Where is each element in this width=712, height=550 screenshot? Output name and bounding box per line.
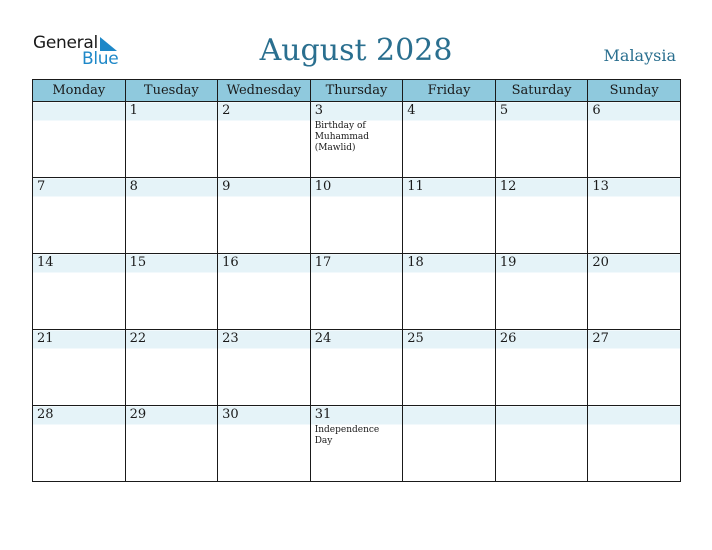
holiday-label (403, 347, 477, 349)
day-cell (125, 330, 218, 406)
day-number: 5 (499, 103, 509, 118)
day-number: 3 (314, 103, 323, 118)
weekday-header: Sunday (588, 80, 681, 102)
day-cell (403, 254, 496, 330)
day-number: 10 (314, 179, 332, 194)
holiday-label (311, 347, 385, 349)
day-cell (403, 406, 496, 482)
holiday-label (588, 271, 662, 273)
day-number: 7 (37, 179, 46, 194)
holiday-label: Independence Day (314, 425, 380, 446)
day-number: 8 (129, 179, 138, 194)
day-cell (218, 178, 311, 254)
holiday-label (218, 423, 292, 425)
day-cell (310, 178, 403, 254)
holiday-label (218, 195, 292, 197)
day-cell (218, 254, 311, 330)
holiday-label (496, 195, 570, 197)
day-cell (310, 330, 403, 406)
week-row (33, 330, 681, 406)
day-cell (495, 178, 588, 254)
calendar-grid (32, 79, 681, 482)
weekday-header: Saturday (495, 80, 588, 102)
holiday-label (33, 347, 107, 349)
holiday-label: Birthday of Muhammad (Mawlid) (314, 121, 370, 153)
day-cell (588, 254, 681, 330)
day-number: 6 (592, 103, 601, 118)
logo-text-general: General (33, 33, 98, 53)
holiday-label (311, 271, 385, 273)
holiday-label (588, 195, 662, 197)
day-cell (310, 254, 403, 330)
country-label: Malaysia (603, 46, 676, 65)
day-cell (125, 406, 218, 482)
day-number: 27 (592, 331, 609, 346)
holiday-label (403, 195, 477, 197)
holiday-label (588, 347, 662, 349)
holiday-label (496, 347, 570, 349)
holiday-label (588, 119, 662, 121)
day-number: 1 (129, 103, 138, 118)
weekday-header: Wednesday (218, 80, 311, 102)
day-cell (310, 406, 403, 482)
day-cell (33, 102, 126, 178)
week-row (33, 102, 681, 178)
holiday-label (403, 271, 477, 273)
holiday-label (403, 407, 477, 409)
week-row (33, 406, 681, 482)
day-cell (588, 330, 681, 406)
day-cell (33, 178, 126, 254)
holiday-label (588, 407, 662, 409)
day-number: 17 (314, 255, 332, 270)
day-number: 22 (129, 331, 147, 346)
day-cell (588, 102, 681, 178)
holiday-label (33, 423, 107, 425)
week-row (33, 254, 681, 330)
holiday-label (496, 407, 570, 409)
logo-text-blue: Blue (82, 49, 119, 69)
holiday-label (311, 195, 385, 197)
day-number: 14 (37, 255, 54, 270)
day-number: 11 (407, 179, 424, 194)
weekday-header: Thursday (310, 80, 403, 102)
holiday-label (496, 119, 570, 121)
holiday-label (218, 271, 292, 273)
holiday-label (126, 347, 200, 349)
day-cell (33, 254, 126, 330)
day-cell (495, 406, 588, 482)
day-number: 13 (592, 179, 609, 194)
day-number: 20 (592, 255, 609, 270)
day-number: 23 (222, 331, 239, 346)
day-cell (125, 102, 218, 178)
calendar-title: August 2028 (259, 33, 453, 68)
day-number: 19 (499, 255, 517, 270)
day-cell (218, 406, 311, 482)
day-number: 18 (407, 255, 424, 270)
holiday-label (496, 271, 570, 273)
day-cell (125, 254, 218, 330)
day-cell (125, 178, 218, 254)
day-cell (33, 406, 126, 482)
weekday-header: Friday (403, 80, 496, 102)
holiday-label (126, 119, 200, 121)
week-row (33, 178, 681, 254)
day-number: 12 (499, 179, 517, 194)
day-number: 2 (222, 103, 231, 118)
holiday-label (33, 195, 107, 197)
weekday-header-row (33, 80, 681, 102)
day-number: 15 (129, 255, 147, 270)
day-cell (495, 254, 588, 330)
weekday-header: Monday (33, 80, 126, 102)
day-number: 31 (314, 407, 332, 422)
day-number: 29 (129, 407, 147, 422)
day-cell (403, 178, 496, 254)
holiday-label (33, 271, 107, 273)
holiday-label (403, 119, 477, 121)
holiday-label (218, 347, 292, 349)
holiday-label (126, 423, 200, 425)
day-number: 28 (37, 407, 54, 422)
weekday-header: Tuesday (125, 80, 218, 102)
holiday-label (126, 271, 200, 273)
day-cell (403, 102, 496, 178)
day-number: 9 (222, 179, 231, 194)
day-number: 25 (407, 331, 424, 346)
day-cell (218, 330, 311, 406)
day-number: 16 (222, 255, 239, 270)
day-number: 30 (222, 407, 239, 422)
holiday-label (126, 195, 200, 197)
day-number: 21 (37, 331, 54, 346)
day-number: 4 (407, 103, 416, 118)
day-cell (588, 406, 681, 482)
day-number: 24 (314, 331, 332, 346)
holiday-label (218, 119, 292, 121)
day-cell (495, 330, 588, 406)
day-cell (33, 330, 126, 406)
day-number: 26 (499, 331, 517, 346)
day-cell (588, 178, 681, 254)
day-cell (310, 102, 403, 178)
day-cell (495, 102, 588, 178)
day-cell (403, 330, 496, 406)
day-cell (218, 102, 311, 178)
holiday-label (33, 103, 107, 105)
